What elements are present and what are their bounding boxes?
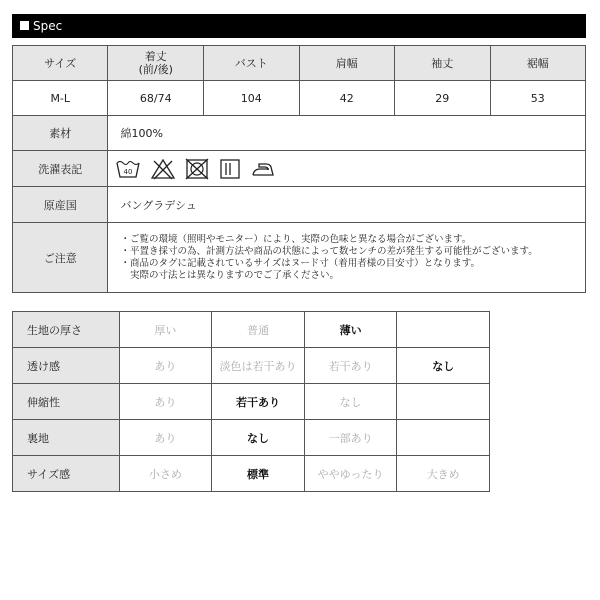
hang-dry-icon [219, 158, 241, 180]
origin-label: 原産国 [13, 187, 108, 223]
feel-option-selected: 標準 [212, 456, 305, 492]
fabric-feel-table [12, 311, 490, 492]
feel-row-sheerness [13, 348, 490, 384]
feel-option: 小さめ [119, 456, 212, 492]
square-icon [20, 21, 29, 30]
washing-icons [108, 151, 586, 187]
cell-length: 68/74 [108, 81, 204, 116]
cell-size: M-L [13, 81, 108, 116]
col-shoulder: 肩幅 [299, 46, 394, 81]
feel-row-stretch [13, 384, 490, 420]
note-line: ・平置き採寸の為、計測方法や商品の状態によって数センチの差が発生する可能性がございます。 [120, 245, 538, 257]
feel-option-selected: 薄い [304, 312, 397, 348]
feel-label-fit: サイズ感 [13, 456, 120, 492]
feel-option: あり [119, 420, 212, 456]
cell-bust: 104 [204, 81, 300, 116]
notes-text [108, 223, 586, 293]
no-bleach-icon [150, 158, 176, 180]
cell-sleeve: 29 [395, 81, 490, 116]
feel-option [397, 384, 490, 420]
feel-row-lining [13, 420, 490, 456]
feel-row-fit [13, 456, 490, 492]
feel-option: 一部あり [304, 420, 397, 456]
feel-option-selected: 若干あり [212, 384, 305, 420]
feel-row-thickness [13, 312, 490, 348]
feel-option [397, 312, 490, 348]
feel-label-stretch: 伸縮性 [13, 384, 120, 420]
origin-value: バングラデシュ [108, 187, 586, 223]
col-bust: バスト [204, 46, 300, 81]
feel-option-selected: なし [212, 420, 305, 456]
col-size: サイズ [13, 46, 108, 81]
note-line: ・ご覧の環境（照明やモニター）により、実際の色味と異なる場合がございます。 [120, 233, 472, 245]
spec-header-title: Spec [33, 19, 63, 33]
col-length: 着丈 (前/後) [108, 46, 204, 81]
feel-option: あり [119, 384, 212, 420]
wash-40-icon [116, 158, 140, 180]
feel-option: ややゆったり [304, 456, 397, 492]
iron-low-icon [250, 158, 276, 180]
col-sleeve: 袖丈 [395, 46, 490, 81]
washing-label: 洗濯表記 [13, 151, 108, 187]
notes-label: ご注意 [13, 223, 108, 293]
feel-option: 厚い [119, 312, 212, 348]
note-line: 実際の寸法とは異なりますのでご了承ください。 [120, 269, 339, 281]
note-line: ・商品のタグに記載されているサイズはヌード寸（着用者様の目安寸）となります。 [120, 257, 480, 269]
spec-table [12, 45, 586, 293]
feel-option: なし [304, 384, 397, 420]
feel-label-thickness: 生地の厚さ [13, 312, 120, 348]
cell-shoulder: 42 [299, 81, 394, 116]
feel-label-lining: 裏地 [13, 420, 120, 456]
feel-option: あり [119, 348, 212, 384]
spec-header-row [13, 46, 586, 81]
washing-row [13, 151, 586, 187]
spec-size-row [13, 81, 586, 116]
feel-option [397, 420, 490, 456]
col-hem: 裾幅 [490, 46, 586, 81]
feel-option: 若干あり [304, 348, 397, 384]
origin-row [13, 187, 586, 223]
feel-option: 大きめ [397, 456, 490, 492]
cell-hem: 53 [490, 81, 586, 116]
feel-option: 淡色は若干あり [212, 348, 305, 384]
notes-row [13, 223, 586, 293]
feel-option-selected: なし [397, 348, 490, 384]
material-value: 綿100% [108, 116, 586, 151]
material-row [13, 116, 586, 151]
feel-label-sheerness: 透け感 [13, 348, 120, 384]
material-label: 素材 [13, 116, 108, 151]
wash-temp-text: 40 [124, 167, 133, 176]
feel-option: 普通 [212, 312, 305, 348]
no-tumble-dry-icon [185, 158, 209, 180]
spec-header-bar [12, 14, 586, 38]
